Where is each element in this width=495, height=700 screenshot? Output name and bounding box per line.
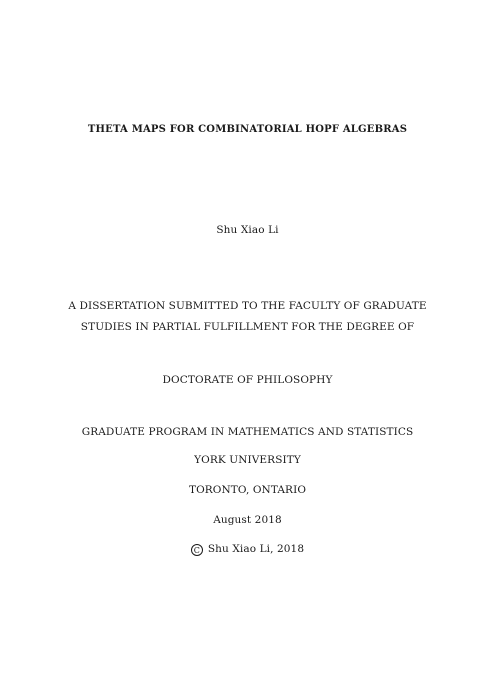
submission-statement-line-2: STUDIES IN PARTIAL FULFILLMENT FOR THE DEGREE OF [80, 321, 415, 333]
copyright-text: Shu Xiao Li, 2018 [207, 543, 305, 555]
degree-name: DOCTORATE OF PHILOSOPHY [162, 374, 333, 386]
author-name: Shu Xiao Li [216, 224, 279, 236]
submission-statement-line-1: A DISSERTATION SUBMITTED TO THE FACULTY OF GRADUATE [68, 300, 427, 312]
university-location: TORONTO, ONTARIO [188, 484, 307, 496]
copyright-icon: C [191, 544, 203, 556]
submission-date: August 2018 [213, 514, 282, 526]
graduate-program: GRADUATE PROGRAM IN MATHEMATICS AND STATISTICS [81, 426, 414, 438]
copyright-notice [0, 542, 495, 556]
dissertation-title: THETA MAPS FOR COMBINATORIAL HOPF ALGEBRAS [87, 124, 408, 135]
university-name: YORK UNIVERSITY [194, 454, 301, 466]
